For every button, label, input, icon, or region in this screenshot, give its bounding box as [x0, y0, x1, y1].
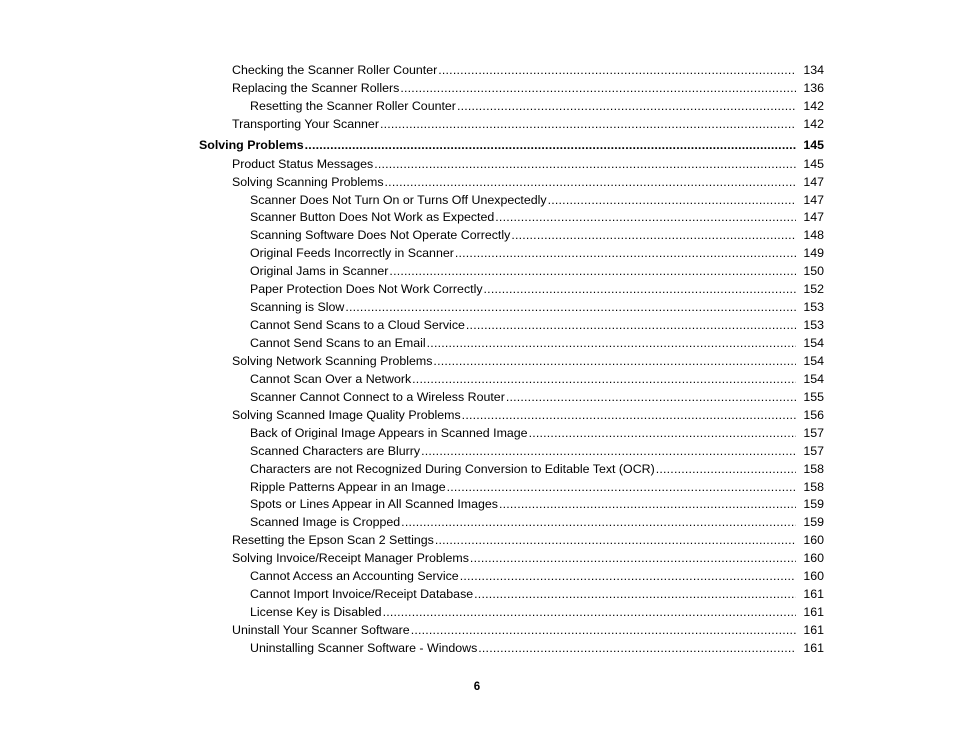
toc-entry-page: 134	[803, 62, 824, 77]
toc-entry-page: 142	[803, 98, 824, 113]
toc-entry[interactable]	[0, 549, 954, 567]
toc-dot-leader	[484, 282, 796, 296]
toc-dot-leader	[495, 210, 796, 224]
toc-entry-title: Uninstall Your Scanner Software	[232, 623, 410, 637]
toc-entry[interactable]	[0, 478, 954, 496]
toc-entry-title: Scanning is Slow	[250, 300, 345, 315]
toc-entry-content	[250, 99, 824, 113]
toc-dot-leader	[305, 138, 796, 152]
toc-dot-leader	[345, 300, 796, 314]
toc-entry-content	[232, 117, 824, 131]
toc-entry-content	[250, 587, 824, 601]
toc-entry-title: Solving Network Scanning Problems	[232, 353, 433, 368]
toc-dot-leader	[499, 497, 796, 511]
toc-entry-title: Scanner Cannot Connect to a Wireless Router	[250, 389, 505, 404]
toc-entry-title: Checking the Scanner Roller Counter	[232, 62, 438, 77]
toc-dot-leader	[433, 354, 796, 368]
toc-entry-content	[250, 300, 824, 314]
toc-entry[interactable]	[0, 226, 954, 244]
toc-entry-page: 145	[803, 137, 824, 152]
toc-dot-leader	[385, 175, 796, 189]
toc-entry-title: Solving Problems	[199, 137, 304, 152]
toc-entry-title: Scanner Button Does Not Work as Expected	[250, 210, 495, 225]
toc-dot-leader	[421, 444, 796, 458]
toc-entry-content	[232, 81, 824, 95]
toc-entry-content	[250, 318, 824, 332]
toc-entry[interactable]	[0, 316, 954, 334]
toc-entry-page: 145	[803, 156, 824, 171]
toc-entry-page: 161	[803, 587, 824, 602]
toc-entry-title: Cannot Scan Over a Network	[250, 371, 412, 386]
toc-entry-title: Scanner Does Not Turn On or Turns Off Unexpectedly	[250, 192, 547, 207]
toc-entry-content	[250, 480, 824, 494]
toc-dot-leader	[411, 623, 796, 637]
toc-entry-page: 161	[803, 623, 824, 637]
toc-dot-leader	[447, 480, 796, 494]
toc-dot-leader	[401, 515, 796, 529]
toc-entry[interactable]	[0, 388, 954, 406]
toc-entry-title: Ripple Patterns Appear in an Image	[250, 479, 446, 494]
toc-entry[interactable]	[0, 97, 954, 115]
toc-entry[interactable]	[0, 370, 954, 388]
toc-dot-leader	[435, 533, 796, 547]
toc-entry-title: Uninstalling Scanner Software - Windows	[250, 640, 478, 655]
toc-entry[interactable]	[0, 567, 954, 585]
toc-entry-page: 150	[803, 264, 824, 279]
toc-entry[interactable]	[0, 173, 954, 191]
toc-entry-content	[232, 623, 824, 637]
toc-dot-leader	[466, 318, 796, 332]
toc-entry-content	[250, 264, 824, 278]
toc-dot-leader	[460, 569, 796, 583]
toc-entry-content	[250, 246, 824, 260]
toc-entry-page: 153	[803, 318, 824, 333]
toc-entry-content	[250, 462, 824, 476]
toc-dot-leader	[383, 605, 796, 619]
toc-dot-leader	[438, 63, 796, 77]
toc-entry-page: 149	[803, 246, 824, 261]
toc-entry[interactable]	[0, 406, 954, 424]
toc-entry-title: Characters are not Recognized During Conversion to Editable Text (OCR)	[250, 461, 655, 476]
toc-entry-title: Back of Original Image Appears in Scanned Image	[250, 425, 528, 440]
toc-entry-title: Paper Protection Does Not Work Correctly	[250, 282, 483, 297]
toc-entry[interactable]	[0, 531, 954, 549]
toc-entry[interactable]	[0, 442, 954, 460]
toc-entry[interactable]	[0, 621, 954, 639]
toc-entry-page: 157	[803, 443, 824, 458]
toc-entry-title: Scanned Characters are Blurry	[250, 443, 421, 458]
toc-entry[interactable]	[0, 155, 954, 173]
toc-section-entry[interactable]	[0, 136, 954, 154]
toc-entry-page: 154	[803, 336, 824, 350]
toc-entry[interactable]	[0, 115, 954, 133]
toc-entry-content	[232, 533, 824, 547]
toc-entry-title: Product Status Messages	[232, 156, 374, 171]
toc-entry-content	[250, 282, 824, 296]
toc-entry-page: 160	[803, 569, 824, 584]
toc-entry-content	[232, 63, 824, 77]
toc-entry[interactable]	[0, 209, 954, 227]
toc-dot-leader	[506, 390, 796, 404]
toc-entry-page: 147	[803, 174, 824, 189]
toc-entry-title: Cannot Send Scans to an Email	[250, 336, 426, 350]
toc-entry-content	[250, 390, 824, 404]
toc-entry-title: Replacing the Scanner Rollers	[232, 80, 400, 95]
toc-entry-page: 154	[803, 353, 824, 368]
toc-entry[interactable]	[0, 191, 954, 209]
toc-dot-leader	[427, 336, 796, 350]
toc-dot-leader	[389, 264, 796, 278]
toc-entry[interactable]	[0, 603, 954, 621]
toc-entry-page: 136	[803, 80, 824, 95]
toc-dot-leader	[457, 99, 796, 113]
toc-entry-content	[232, 175, 824, 189]
toc-entry-title: Cannot Import Invoice/Receipt Database	[250, 587, 474, 602]
toc-entry-content	[250, 193, 824, 207]
toc-dot-leader	[529, 426, 796, 440]
toc-entry-content	[250, 497, 824, 511]
toc-entry-page: 148	[803, 228, 824, 243]
toc-entry-content	[232, 551, 824, 565]
toc-entry[interactable]	[0, 280, 954, 298]
toc-entry-page: 155	[803, 389, 824, 404]
toc-dot-leader	[656, 462, 796, 476]
toc-entry-page: 160	[803, 551, 824, 566]
toc-entry[interactable]	[0, 298, 954, 316]
toc-entry-page: 158	[803, 479, 824, 494]
toc-entry[interactable]	[0, 585, 954, 603]
toc-entry-page: 154	[803, 371, 824, 386]
toc-entry-page: 147	[803, 210, 824, 225]
toc-entry-content	[232, 408, 824, 422]
toc-dot-leader	[462, 408, 796, 422]
toc-dot-leader	[374, 157, 796, 171]
toc-entry-title: Cannot Send Scans to a Cloud Service	[250, 318, 465, 333]
toc-entry[interactable]	[0, 496, 954, 514]
toc-entry-page: 159	[803, 497, 824, 512]
toc-entry-page: 147	[803, 192, 824, 207]
toc-entry-page: 156	[803, 407, 824, 422]
toc-entry-content	[250, 210, 824, 224]
toc-entry-content	[250, 336, 824, 350]
toc-entry-title: Solving Scanning Problems	[232, 174, 384, 189]
page-number: 6	[473, 681, 481, 693]
toc-entry-page: 152	[803, 282, 824, 297]
toc-entry-title: Scanned Image is Cropped	[250, 515, 401, 530]
toc-entry-title: Cannot Access an Accounting Service	[250, 569, 459, 584]
toc-entry-content	[250, 228, 824, 242]
toc-entry[interactable]	[0, 262, 954, 280]
toc-entry[interactable]	[0, 460, 954, 478]
toc-entry-title: Original Feeds Incorrectly in Scanner	[250, 246, 454, 261]
toc-entry-content	[232, 354, 824, 368]
toc-dot-leader	[470, 551, 796, 565]
toc-entry[interactable]	[0, 424, 954, 442]
toc-entry-page: 159	[803, 515, 824, 530]
toc-entry-page: 161	[803, 605, 824, 620]
toc-entry-title: License Key is Disabled	[250, 605, 382, 620]
toc-entry-content	[199, 138, 824, 152]
toc-entry-content	[250, 641, 824, 655]
toc-entry-content	[250, 372, 824, 386]
table-of-contents	[0, 61, 954, 657]
toc-entry[interactable]	[0, 79, 954, 97]
toc-entry-content	[250, 444, 824, 458]
toc-dot-leader	[511, 228, 796, 242]
toc-entry-title: Scanning Software Does Not Operate Correctly	[250, 228, 511, 243]
toc-entry-page: 161	[803, 640, 824, 655]
toc-dot-leader	[474, 587, 796, 601]
toc-entry-content	[232, 157, 824, 171]
toc-dot-leader	[380, 117, 796, 131]
toc-dot-leader	[400, 81, 796, 95]
toc-entry-content	[250, 426, 824, 440]
toc-entry[interactable]	[0, 244, 954, 262]
toc-entry-page: 160	[803, 533, 824, 548]
toc-dot-leader	[412, 372, 796, 386]
toc-entry-page: 142	[803, 116, 824, 131]
toc-entry-title: Transporting Your Scanner	[232, 116, 379, 131]
toc-entry-page: 157	[803, 425, 824, 440]
toc-entry[interactable]	[0, 352, 954, 370]
toc-entry-title: Resetting the Scanner Roller Counter	[250, 98, 456, 113]
toc-entry-title: Original Jams in Scanner	[250, 264, 389, 279]
toc-entry-title: Resetting the Epson Scan 2 Settings	[232, 533, 434, 548]
toc-entry-title: Solving Scanned Image Quality Problems	[232, 407, 461, 422]
toc-entry-title: Solving Invoice/Receipt Manager Problems	[232, 551, 469, 566]
toc-dot-leader	[455, 246, 796, 260]
toc-dot-leader	[478, 641, 796, 655]
toc-entry[interactable]	[0, 639, 954, 657]
toc-entry[interactable]	[0, 513, 954, 531]
toc-dot-leader	[548, 193, 796, 207]
toc-entry[interactable]	[0, 61, 954, 79]
toc-entry-page: 158	[803, 461, 824, 476]
toc-entry-content	[250, 569, 824, 583]
toc-entry-content	[250, 515, 824, 529]
toc-entry-title: Spots or Lines Appear in All Scanned Images	[250, 497, 498, 512]
toc-entry[interactable]	[0, 334, 954, 352]
toc-entry-page: 153	[803, 300, 824, 315]
toc-entry-content	[250, 605, 824, 619]
